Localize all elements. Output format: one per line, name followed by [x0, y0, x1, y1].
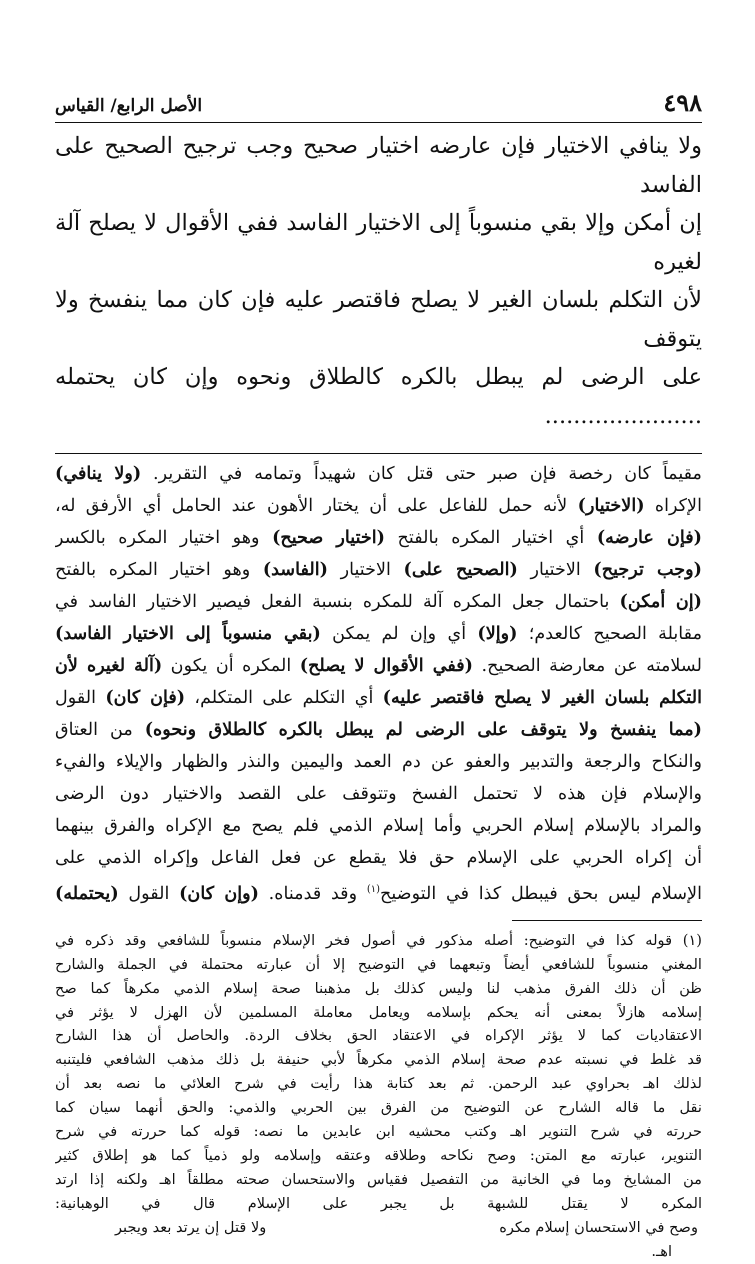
commentary-text: والنكاح والرجعة والتدبير والعفو عن دم العمد واليمين والنذر والظهار والإيلاء والفيء: [55, 752, 702, 772]
footnote-line: (١) قوله كذا في التوضيح: أصله مذكور في أصول فخر الإسلام منسوباً للشافعي وقد ذكره في: [55, 931, 702, 949]
commentary-text: القول: [118, 883, 180, 904]
quoted-text: (ففي الأقوال لا يصلح): [299, 655, 474, 676]
verse-second-hemistich: ولا قتل إن يرتد بعد ويجبر: [115, 1218, 267, 1236]
commentary-text: مقابلة الصحيح كالعدم؛: [517, 624, 702, 644]
footnote-divider: [512, 920, 702, 921]
commentary-text: أي وإن لم يمكن: [320, 624, 478, 644]
quoted-text: (وإلا): [477, 623, 518, 644]
footnote-ref: (١): [366, 884, 380, 895]
commentary-text: الاختيار: [328, 560, 404, 580]
quoted-text: (الفاسد): [262, 559, 328, 580]
commentary-line: [55, 682, 702, 714]
footnote-end: اهـ.: [651, 1242, 672, 1260]
footnote-line: لذلك اهـ بحراوي عبد الرحمن. ثم بعد كتابة هذا رأيت في شرح العلائي ما نصه بعد أن: [55, 1075, 702, 1093]
commentary-line: [55, 650, 702, 682]
footnote-verse: [55, 1216, 702, 1240]
footnote-line: المغني منسوباً للشافعي أيضاً وتبعهما في التوضيح إلا أن عبارته محتملة في الجملة والشارح: [55, 955, 702, 973]
commentary-text: والمراد بالإسلام إسلام الحربي وأما إسلام الذمي فلم يصح مع الإكراه والفرق بينهما: [55, 816, 702, 836]
commentary-text: وهو اختيار المكره بالكسر: [55, 528, 273, 548]
commentary-line: [55, 554, 702, 586]
quoted-text: (مما ينفسخ ولا يتوقف على الرضى لم يبطل بالكره كالطلاق ونحوه): [144, 719, 702, 740]
commentary-text: لسلامته عن معارضة الصحيح.: [473, 656, 702, 676]
quoted-text: (ولا ينافي): [55, 463, 142, 484]
footnote-line: ظن أن ذلك الفرق مذهب لنا وليس كذلك بل مذهبنا صحة إسلام الذمي مكرهاً كما صح: [55, 979, 702, 997]
commentary-text: والإسلام فإن هذه لا تحتمل الفسخ وتتوقف على القصد والاختيار دون الرضى: [55, 784, 702, 804]
verse-first-hemistich: وصح في الاستحسان إسلام مكره: [499, 1218, 698, 1236]
commentary-text: المكره أن يكون: [162, 656, 300, 676]
commentary-line: [55, 458, 702, 490]
commentary-text: باحتمال جعل المكره آلة للمكره بنسبة الفعل فيصير الاختيار الفاسد في: [55, 592, 620, 612]
commentary: [55, 458, 702, 910]
commentary-line: [55, 874, 702, 910]
quoted-text: (فإن كان): [105, 687, 186, 708]
commentary-text: أي التكلم على المتكلم،: [185, 688, 383, 708]
quoted-text: التكلم بلسان الغير لا يصلح فاقتصر عليه): [382, 687, 702, 708]
commentary-line: [55, 842, 702, 874]
quoted-text: (إن أمكن): [619, 591, 702, 612]
footnote-line: حررته في شرح التنوير اهـ وكتب محشيه ابن عابدين ما نصه: قوله كما حررته في شرح: [55, 1123, 702, 1141]
commentary-text: الإكراه: [644, 496, 702, 516]
main-text-line: إن أمكن وإلا بقي منسوباً إلى الاختيار الفاسد ففي الأقوال لا يصلح آلة لغيره: [55, 210, 702, 275]
commentary-line: [55, 778, 702, 810]
book-page: [55, 88, 702, 1264]
commentary-text: أي اختيار المكره بالفتح: [385, 528, 597, 548]
footnote: [55, 929, 702, 1216]
quoted-text: (يحتمله): [55, 882, 119, 904]
quoted-text: (الاختيار): [577, 495, 645, 516]
footnote-line: المكره لا يقتل للشبهة بل يجبر على الإسلام قال في الوهبانية:: [55, 1194, 702, 1212]
commentary-text: أن إكراه الحربي على الإسلام حق فلا يقطع عن فعل الفاعل وإكراه الذمي على: [55, 848, 702, 868]
commentary-line: [55, 714, 702, 746]
main-text-line: ولا ينافي الاختيار فإن عارضه اختيار صحيح وجب ترجيح الصحيح على الفاسد: [55, 133, 702, 198]
quoted-text: (بقي منسوباً إلى الاختيار الفاسد): [55, 623, 321, 644]
commentary-text: مقيماً كان رخصة فإن صبر حتى قتل كان شهيداً وتمامه في التقرير.: [141, 464, 702, 484]
quoted-text: (اختيار صحيح): [272, 527, 385, 548]
quoted-text: (فإن عارضه): [596, 527, 702, 548]
main-text: [55, 127, 702, 435]
commentary-line: [55, 746, 702, 778]
commentary-text: من العتاق: [55, 720, 145, 740]
commentary-line: [55, 810, 702, 842]
running-title: الأصل الرابع/ القياس: [55, 96, 203, 116]
commentary-line: [55, 586, 702, 618]
footnote-line: من المشايخ وما في الخانية من التفصيل فقياس والاستحسان صحته مطلقاً اهـ ولكنه إذا ارتد: [55, 1170, 702, 1188]
commentary-line: [55, 522, 702, 554]
footnote-line: الاعتقاديات كما لا يؤثر الإكراه في الاعتقاد الحق بخلاف الردة. والحاصل أن هذا الشارح: [55, 1027, 702, 1045]
page-number: ٤٩٨: [663, 88, 702, 117]
commentary-line: [55, 618, 702, 650]
quoted-text: (وإن كان): [179, 882, 259, 904]
commentary-text: وقد قدمناه.: [258, 883, 367, 904]
footnote-line: قد غلط في نسبته عدم صحة إسلام الذمي مكرهاً لأبي حنيفة بل ذلك مذهب الشافعي فليتنبه: [55, 1051, 702, 1069]
commentary-text: الاختيار: [517, 560, 594, 580]
commentary-text: لأنه حمل للفاعل على أن يختار الأهون عند الحامل أي الأرفق له،: [55, 496, 578, 516]
text-commentary-divider: [55, 453, 702, 454]
commentary-text: الإسلام ليس بحق فيبطل كذا في التوضيح: [380, 883, 702, 904]
quoted-text: (آلة لغيره لأن: [55, 655, 163, 676]
quoted-text: (وجب ترجيح): [593, 559, 702, 580]
footnote-line: التنوير، عبارته مع المتن: وصح نكاحه وطلاقه وعتقه وإسلامه ولو ذمياً كما هو إطلاق كثير: [55, 1147, 702, 1165]
commentary-line: [55, 490, 702, 522]
commentary-text: وهو اختيار المكره بالفتح: [55, 560, 263, 580]
footnote-line: نقل ما قاله الشارح عن التوضيح من الفرق بين الحربي والذمي: والحق أنهما سيان كما: [55, 1099, 702, 1117]
page-header: [55, 88, 702, 123]
commentary-text: القول: [55, 688, 106, 708]
main-text-line: على الرضى لم يبطل بالكره كالطلاق ونحوه وإن كان يحتمله ......................: [55, 364, 702, 429]
quoted-text: (الصحيح على): [403, 559, 518, 580]
main-text-line: لأن التكلم بلسان الغير لا يصلح فاقتصر عليه فإن كان مما ينفسخ ولا يتوقف: [55, 287, 702, 352]
footnote-line: إسلامه هازلاً بمعنى أنه يحكم بإسلامه ويعامل معاملة المسلمين لأن الهزل لا يؤثر في: [55, 1003, 702, 1021]
